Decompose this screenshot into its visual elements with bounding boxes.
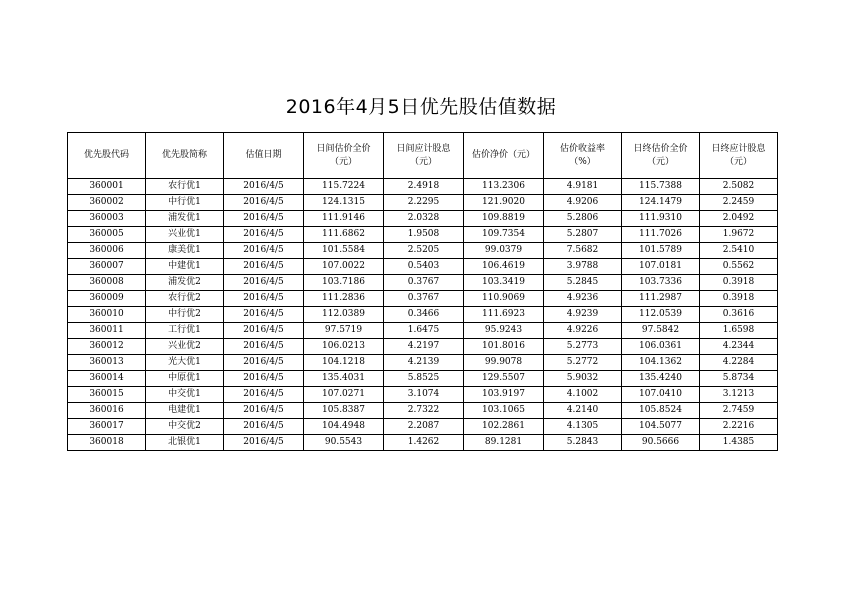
table-cell-eod-accrued-dividend: 2.2459 (700, 195, 778, 211)
table-cell-valuation-date: 2016/4/5 (224, 243, 304, 259)
table-cell-intraday-full-price: 90.5543 (304, 435, 384, 451)
table-cell-short-name: 农行优1 (146, 179, 224, 195)
table-cell-code: 360002 (68, 195, 146, 211)
table-cell-short-name: 浦发优2 (146, 275, 224, 291)
table-row (68, 355, 778, 371)
table-cell-eod-accrued-dividend: 2.2216 (700, 419, 778, 435)
table-cell-intraday-accrued-dividend: 2.7322 (384, 403, 464, 419)
table-cell-code: 360017 (68, 419, 146, 435)
table-cell-eod-full-price: 101.5789 (622, 243, 700, 259)
column-header-line: 日终估价全价 (633, 143, 688, 154)
table-cell-short-name: 工行优1 (146, 323, 224, 339)
table-cell-valuation-date: 2016/4/5 (224, 387, 304, 403)
table-cell-eod-accrued-dividend: 2.7459 (700, 403, 778, 419)
table-cell-valuation-date: 2016/4/5 (224, 211, 304, 227)
table-cell-intraday-full-price: 107.0271 (304, 387, 384, 403)
column-header-line: 日终应计股息 (711, 143, 766, 154)
table-cell-valuation-date: 2016/4/5 (224, 435, 304, 451)
column-header-line: 估值日期 (245, 150, 282, 160)
table-cell-eod-full-price: 97.5842 (622, 323, 700, 339)
table-row (68, 371, 778, 387)
table-cell-valuation-date: 2016/4/5 (224, 291, 304, 307)
column-header-code (68, 133, 146, 179)
table-cell-intraday-full-price: 104.1218 (304, 355, 384, 371)
column-header-line: 优先股简称 (161, 150, 207, 160)
table-cell-eod-full-price: 112.0539 (622, 307, 700, 323)
table-cell-eod-accrued-dividend: 1.4385 (700, 435, 778, 451)
table-cell-yield: 5.2845 (544, 275, 622, 291)
table-cell-net-price: 99.9078 (464, 355, 544, 371)
column-header-line: （元） (409, 156, 437, 167)
table-cell-yield: 5.2843 (544, 435, 622, 451)
column-header-line: 日间应计股息 (396, 143, 451, 154)
table-cell-net-price: 95.9243 (464, 323, 544, 339)
table-cell-net-price: 110.9069 (464, 291, 544, 307)
table-cell-net-price: 129.5507 (464, 371, 544, 387)
table-cell-net-price: 89.1281 (464, 435, 544, 451)
table-cell-code: 360001 (68, 179, 146, 195)
table-cell-code: 360010 (68, 307, 146, 323)
table-cell-code: 360005 (68, 227, 146, 243)
table-cell-eod-accrued-dividend: 0.3616 (700, 307, 778, 323)
column-header-net-price (464, 133, 544, 179)
table-cell-valuation-date: 2016/4/5 (224, 259, 304, 275)
table-cell-eod-full-price: 106.0361 (622, 339, 700, 355)
table-cell-code: 360012 (68, 339, 146, 355)
table-cell-code: 360009 (68, 291, 146, 307)
table-cell-short-name: 光大优1 (146, 355, 224, 371)
column-header-line: （元） (724, 156, 752, 167)
valuation-table (67, 132, 778, 451)
table-cell-short-name: 中原优1 (146, 371, 224, 387)
table-cell-yield: 5.2772 (544, 355, 622, 371)
table-cell-yield: 5.2807 (544, 227, 622, 243)
table-cell-valuation-date: 2016/4/5 (224, 195, 304, 211)
table-cell-net-price: 102.2861 (464, 419, 544, 435)
table-row (68, 195, 778, 211)
table-cell-net-price: 101.8016 (464, 339, 544, 355)
table-cell-code: 360003 (68, 211, 146, 227)
table-cell-code: 360006 (68, 243, 146, 259)
table-cell-intraday-full-price: 111.9146 (304, 211, 384, 227)
table-cell-eod-full-price: 115.7388 (622, 179, 700, 195)
table-row (68, 419, 778, 435)
column-header-line: （%） (569, 156, 596, 167)
table-cell-intraday-full-price: 135.4031 (304, 371, 384, 387)
column-header-eod-accrued-dividend (700, 133, 778, 179)
table-cell-intraday-accrued-dividend: 0.3767 (384, 275, 464, 291)
table-cell-intraday-full-price: 106.0213 (304, 339, 384, 355)
table-cell-intraday-accrued-dividend: 3.1074 (384, 387, 464, 403)
table-cell-valuation-date: 2016/4/5 (224, 371, 304, 387)
table-cell-intraday-full-price: 103.7186 (304, 275, 384, 291)
table-cell-yield: 4.9236 (544, 291, 622, 307)
table-cell-eod-full-price: 107.0181 (622, 259, 700, 275)
table-cell-code: 360008 (68, 275, 146, 291)
table-cell-eod-accrued-dividend: 0.5562 (700, 259, 778, 275)
column-header-eod-full-price (622, 133, 700, 179)
table-cell-eod-full-price: 104.5077 (622, 419, 700, 435)
table-row (68, 435, 778, 451)
table-cell-yield: 4.9181 (544, 179, 622, 195)
table-cell-code: 360011 (68, 323, 146, 339)
table-cell-eod-full-price: 90.5666 (622, 435, 700, 451)
table-cell-net-price: 103.9197 (464, 387, 544, 403)
table-header-row (68, 133, 778, 179)
table-cell-code: 360015 (68, 387, 146, 403)
table-cell-eod-full-price: 103.7336 (622, 275, 700, 291)
table-cell-valuation-date: 2016/4/5 (224, 403, 304, 419)
table-cell-short-name: 中交优2 (146, 419, 224, 435)
table-cell-intraday-accrued-dividend: 2.2295 (384, 195, 464, 211)
table-cell-eod-accrued-dividend: 2.5410 (700, 243, 778, 259)
table-row (68, 211, 778, 227)
table-cell-short-name: 中行优2 (146, 307, 224, 323)
table-cell-intraday-full-price: 124.1315 (304, 195, 384, 211)
table-cell-net-price: 106.4619 (464, 259, 544, 275)
table-cell-valuation-date: 2016/4/5 (224, 419, 304, 435)
table-cell-eod-full-price: 124.1479 (622, 195, 700, 211)
table-cell-intraday-accrued-dividend: 0.3466 (384, 307, 464, 323)
table-cell-intraday-full-price: 105.8387 (304, 403, 384, 419)
column-header-line: （元） (329, 156, 357, 167)
table-cell-short-name: 中交优1 (146, 387, 224, 403)
table-row (68, 179, 778, 195)
table-row (68, 387, 778, 403)
table-cell-yield: 3.9788 (544, 259, 622, 275)
table-cell-valuation-date: 2016/4/5 (224, 339, 304, 355)
table-cell-eod-full-price: 107.0410 (622, 387, 700, 403)
table-cell-eod-accrued-dividend: 2.5082 (700, 179, 778, 195)
table-cell-intraday-full-price: 107.0022 (304, 259, 384, 275)
table-cell-intraday-accrued-dividend: 2.5205 (384, 243, 464, 259)
table-cell-eod-accrued-dividend: 4.2284 (700, 355, 778, 371)
table-cell-short-name: 浦发优1 (146, 211, 224, 227)
table-cell-intraday-full-price: 112.0389 (304, 307, 384, 323)
table-row (68, 339, 778, 355)
table-cell-intraday-accrued-dividend: 4.2197 (384, 339, 464, 355)
table-cell-intraday-full-price: 111.2836 (304, 291, 384, 307)
table-cell-short-name: 中行优1 (146, 195, 224, 211)
table-cell-eod-accrued-dividend: 0.3918 (700, 291, 778, 307)
table-cell-short-name: 中建优1 (146, 259, 224, 275)
table-cell-short-name: 康美优1 (146, 243, 224, 259)
table-cell-intraday-accrued-dividend: 1.6475 (384, 323, 464, 339)
table-cell-valuation-date: 2016/4/5 (224, 355, 304, 371)
table-cell-code: 360016 (68, 403, 146, 419)
table-cell-eod-accrued-dividend: 1.9672 (700, 227, 778, 243)
table-cell-short-name: 北银优1 (146, 435, 224, 451)
table-cell-net-price: 109.7354 (464, 227, 544, 243)
table-cell-eod-accrued-dividend: 1.6598 (700, 323, 778, 339)
table-cell-valuation-date: 2016/4/5 (224, 275, 304, 291)
table-row (68, 243, 778, 259)
table-cell-eod-accrued-dividend: 0.3918 (700, 275, 778, 291)
table-cell-intraday-accrued-dividend: 1.9508 (384, 227, 464, 243)
column-header-line: 优先股代码 (83, 150, 129, 160)
table-row (68, 259, 778, 275)
table-cell-yield: 4.9226 (544, 323, 622, 339)
table-cell-yield: 5.9032 (544, 371, 622, 387)
table-cell-net-price: 121.9020 (464, 195, 544, 211)
table-cell-valuation-date: 2016/4/5 (224, 227, 304, 243)
table-cell-intraday-accrued-dividend: 0.5403 (384, 259, 464, 275)
table-cell-code: 360007 (68, 259, 146, 275)
table-cell-intraday-accrued-dividend: 1.4262 (384, 435, 464, 451)
table-cell-yield: 4.9206 (544, 195, 622, 211)
table-cell-short-name: 兴业优2 (146, 339, 224, 355)
table-row (68, 227, 778, 243)
table-cell-eod-full-price: 104.1362 (622, 355, 700, 371)
table-cell-intraday-accrued-dividend: 2.2087 (384, 419, 464, 435)
page-title: 2016年4月5日优先股估值数据 (285, 96, 557, 118)
column-header-valuation-date (224, 133, 304, 179)
table-cell-eod-accrued-dividend: 5.8734 (700, 371, 778, 387)
table-cell-code: 360018 (68, 435, 146, 451)
table-cell-eod-accrued-dividend: 4.2344 (700, 339, 778, 355)
table-cell-intraday-full-price: 101.5584 (304, 243, 384, 259)
table-cell-short-name: 兴业优1 (146, 227, 224, 243)
table-cell-intraday-accrued-dividend: 4.2139 (384, 355, 464, 371)
table-cell-valuation-date: 2016/4/5 (224, 323, 304, 339)
table-cell-eod-accrued-dividend: 3.1213 (700, 387, 778, 403)
column-header-line: 日间估价全价 (316, 143, 371, 154)
table-cell-eod-full-price: 111.9310 (622, 211, 700, 227)
table-cell-eod-full-price: 111.7026 (622, 227, 700, 243)
table-cell-net-price: 113.2306 (464, 179, 544, 195)
table-cell-eod-full-price: 105.8524 (622, 403, 700, 419)
table-cell-net-price: 111.6923 (464, 307, 544, 323)
table-cell-yield: 4.2140 (544, 403, 622, 419)
table-cell-code: 360013 (68, 355, 146, 371)
table-cell-intraday-accrued-dividend: 0.3767 (384, 291, 464, 307)
table-cell-valuation-date: 2016/4/5 (224, 179, 304, 195)
table-cell-eod-full-price: 111.2987 (622, 291, 700, 307)
table-cell-short-name: 电建优1 (146, 403, 224, 419)
table-cell-intraday-accrued-dividend: 5.8525 (384, 371, 464, 387)
table-cell-valuation-date: 2016/4/5 (224, 307, 304, 323)
column-header-line: （元） (646, 156, 674, 167)
table-row (68, 307, 778, 323)
table-row (68, 323, 778, 339)
table-cell-intraday-full-price: 104.4948 (304, 419, 384, 435)
table-cell-yield: 7.5682 (544, 243, 622, 259)
table-cell-intraday-accrued-dividend: 2.0328 (384, 211, 464, 227)
table-cell-yield: 4.9239 (544, 307, 622, 323)
column-header-line: 估价收益率 (559, 143, 605, 154)
table-cell-yield: 5.2773 (544, 339, 622, 355)
table-cell-eod-accrued-dividend: 2.0492 (700, 211, 778, 227)
table-cell-eod-full-price: 135.4240 (622, 371, 700, 387)
table-cell-intraday-full-price: 111.6862 (304, 227, 384, 243)
table-cell-yield: 5.2806 (544, 211, 622, 227)
table-cell-code: 360014 (68, 371, 146, 387)
table-cell-net-price: 99.0379 (464, 243, 544, 259)
table-cell-net-price: 103.1065 (464, 403, 544, 419)
column-header-yield (544, 133, 622, 179)
table-cell-net-price: 103.3419 (464, 275, 544, 291)
table-cell-yield: 4.1002 (544, 387, 622, 403)
table-cell-intraday-full-price: 97.5719 (304, 323, 384, 339)
table-cell-intraday-full-price: 115.7224 (304, 179, 384, 195)
table-row (68, 291, 778, 307)
column-header-intraday-accrued-dividend (384, 133, 464, 179)
table-row (68, 275, 778, 291)
table-cell-net-price: 109.8819 (464, 211, 544, 227)
table-body (68, 179, 778, 451)
table-cell-yield: 4.1305 (544, 419, 622, 435)
table-cell-short-name: 农行优2 (146, 291, 224, 307)
table-cell-intraday-accrued-dividend: 2.4918 (384, 179, 464, 195)
column-header-intraday-full-price (304, 133, 384, 179)
column-header-line: 估价净价（元） (471, 150, 535, 160)
table-row (68, 403, 778, 419)
column-header-short-name (146, 133, 224, 179)
